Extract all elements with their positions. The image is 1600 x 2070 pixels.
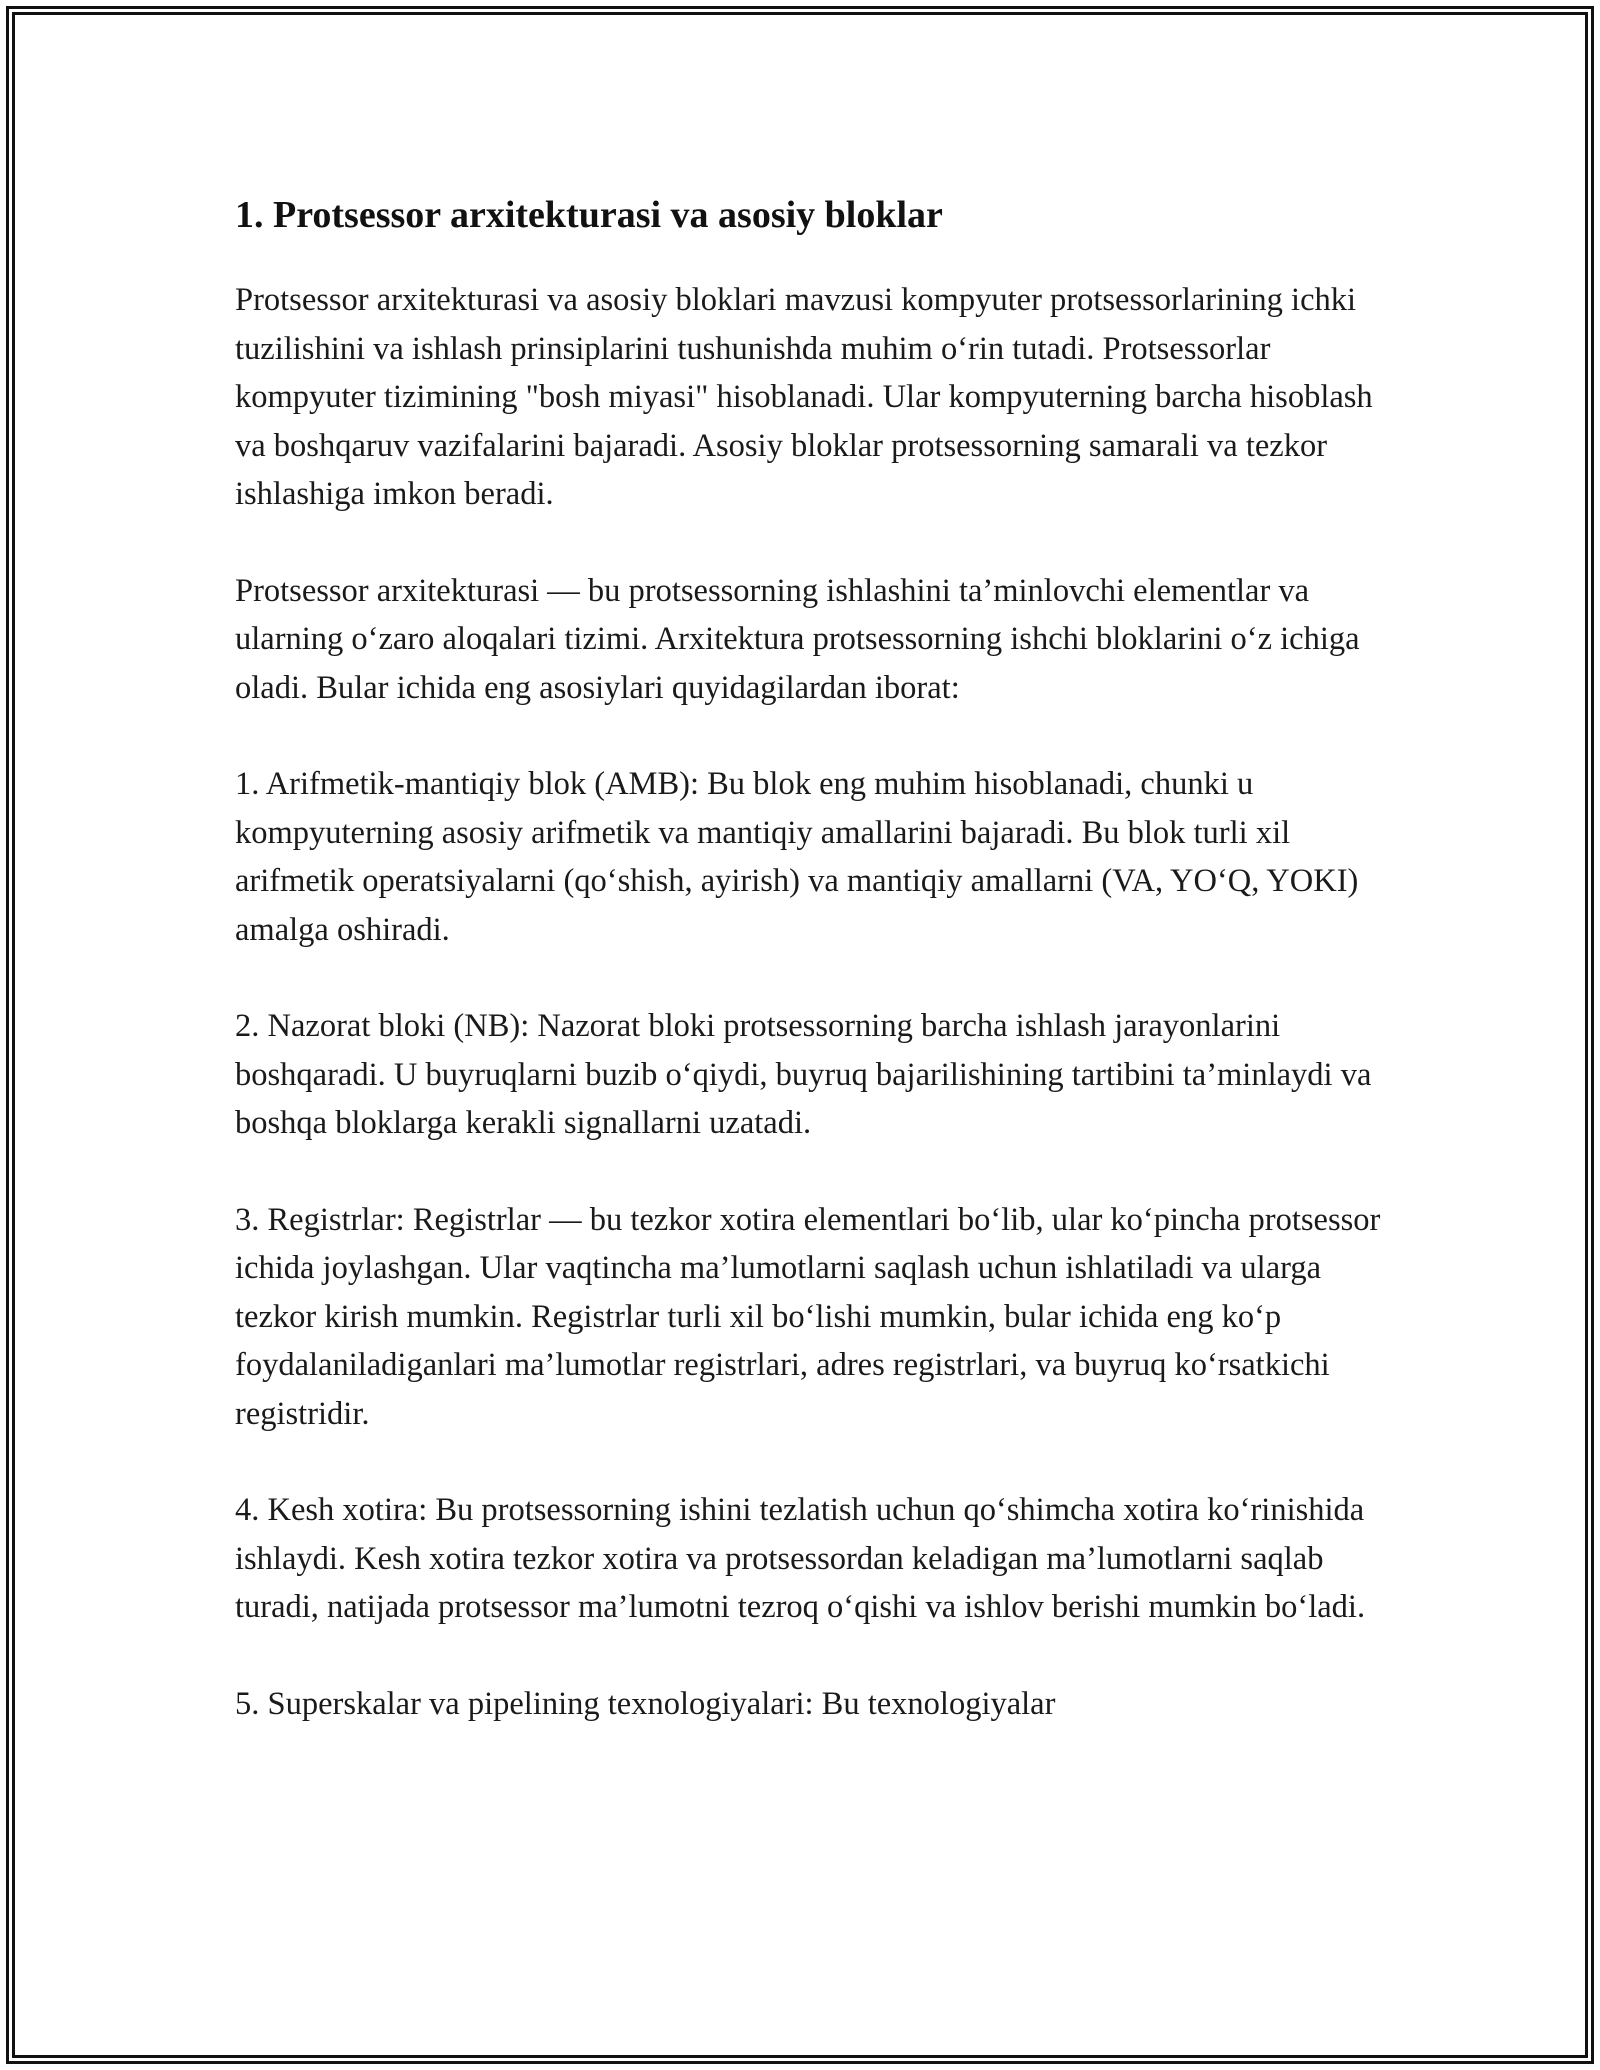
list-item-control-unit: 2. Nazorat bloki (NB): Nazorat bloki protsessorning barcha ishlash jarayonlarini boshqaradi. U buyruqlarni buzib o‘qiydi, buyruq bajarilishining tartibini ta’minlaydi va boshqa bloklarga kerakli signallarni uzatadi. (235, 1008, 1372, 1141)
paragraph-intro: Protsessor arxitekturasi va asosiy bloklari mavzusi kompyuter protsessorlarining ichki tuzilishini va ishlash prinsiplarini tushunishda muhim o‘rin tutadi. Protsessorlar kompyuter tizimining "bosh miyasi" hisoblanadi. Ular kompyuterning barcha hisoblash va boshqaruv vazifalarini bajaradi. Asosiy bloklar protsessorning samarali va tezkor ishlashiga imkon beradi. (235, 282, 1373, 512)
section-heading: 1. Protsessor arxitekturasi va asosiy bloklar (235, 194, 943, 236)
list-item-superscalar: 5. Superskalar va pipelining texnologiyalari: Bu texnologiyalar (235, 1685, 1056, 1722)
list-item-alu: 1. Arifmetik-mantiqiy blok (AMB): Bu blok eng muhim hisoblanadi, chunki u kompyuterning asosiy arifmetik va mantiqiy amallarini bajaradi. Bu blok turli xil arifmetik operatsiyalarni (qo‘shish, ayirish) va mantiqiy amallarni (VA, YO‘Q, YOKI) amalga oshiradi. (235, 766, 1359, 948)
list-item-registers: 3. Registrlar: Registrlar — bu tezkor xotira elementlari bo‘lib, ular ko‘pincha protsessor ichida joylashgan. Ular vaqtincha ma’lumotlarni saqlash uchun ishlatiladi va ularga tezkor kirish mumkin. Registrlar turli xil bo‘lishi mumkin, bular ichida eng ko‘p foydalaniladiganlari ma’lumotlar registrlari, adres registrlari, va buyruq ko‘rsatkichi registridir. (235, 1201, 1381, 1432)
document-body (235, 190, 1385, 1776)
paragraph-architecture-definition: Protsessor arxitekturasi — bu protsessorning ishlashini ta’minlovchi elementlar va ularning o‘zaro aloqalari tizimi. Arxitektura protsessorning ishchi bloklarini o‘z ichiga oladi. Bular ichida eng asosiylari quyidagilardan iborat: (235, 572, 1360, 706)
list-item-cache: 4. Kesh xotira: Bu protsessorning ishini tezlatish uchun qo‘shimcha xotira ko‘rinishida ishlaydi. Kesh xotira tezkor xotira va protsessordan keladigan ma’lumotlarni saqlab turadi, natijada protsessor ma’lumotni tezroq o‘qishi va ishlov berishi mumkin bo‘ladi. (235, 1492, 1366, 1625)
